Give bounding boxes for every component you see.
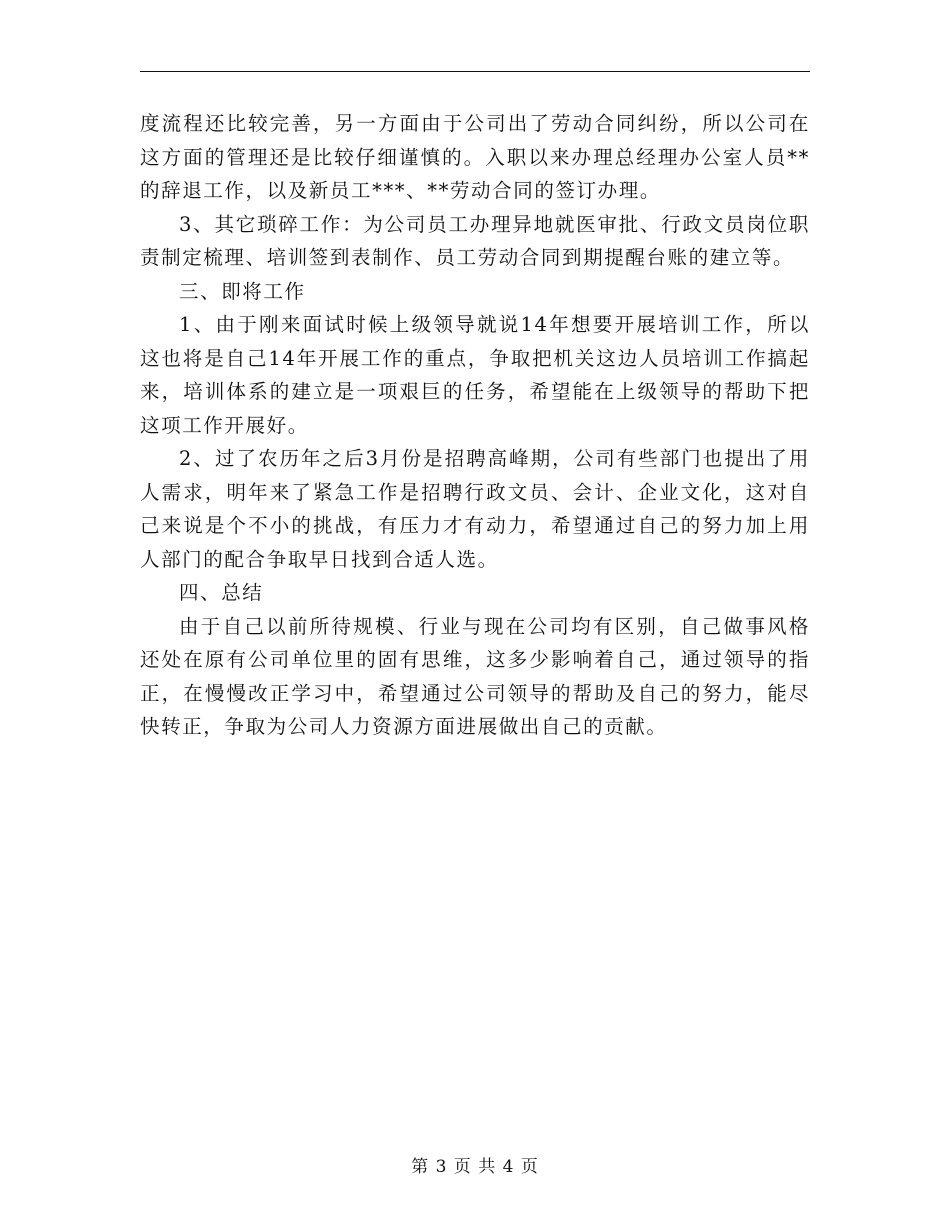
paragraph-training-plan: 1、由于刚来面试时候上级领导就说14年想要开展培训工作，所以这也将是自己14年开展工作的重点，争取把机关这边人员培训工作搞起来，培训体系的建立是一项艰巨的任务，希望能在上级领导的帮助下把这项工作开展好。 (140, 313, 810, 437)
paragraph-summary: 由于自己以前所待规模、行业与现在公司均有区别，自己做事风格还处在原有公司单位里的固有思维，这多少影响着自己，通过领导的指正，在慢慢改正学习中，希望通过公司领导的帮助及自己的努力，能尽快转正，争取为公司人力资源方面进展做出自己的贡献。 (140, 614, 810, 738)
page-number-footer: 第 3 页 共 4 页 (411, 1157, 539, 1177)
paragraph-other-tasks: 3、其它琐碎工作：为公司员工办理异地就医审批、行政文员岗位职责制定梳理、培训签到表制作、员工劳动合同到期提醒台账的建立等。 (140, 212, 810, 269)
header-rule (140, 71, 810, 72)
paragraph-continuation: 度流程还比较完善，另一方面由于公司出了劳动合同纠纷，所以公司在这方面的管理还是比较仔细谨慎的。入职以来办理总经理办公室人员**的辞退工作，以及新员工***、**劳动合同的签订办理。 (140, 112, 810, 202)
section-heading-upcoming-work: 三、即将工作 (179, 279, 306, 303)
document-body (140, 107, 810, 744)
section-heading-summary: 四、总结 (179, 581, 264, 604)
paragraph-recruitment-plan: 2、过了农历年之后3月份是招聘高峰期，公司有些部门也提出了用人需求，明年来了紧急工作是招聘行政文员、会计、企业文化，这对自己来说是个不小的挑战，有压力才有动力，希望通过自己的努力加上用人部门的配合争取早日找到合适人选。 (140, 447, 810, 571)
